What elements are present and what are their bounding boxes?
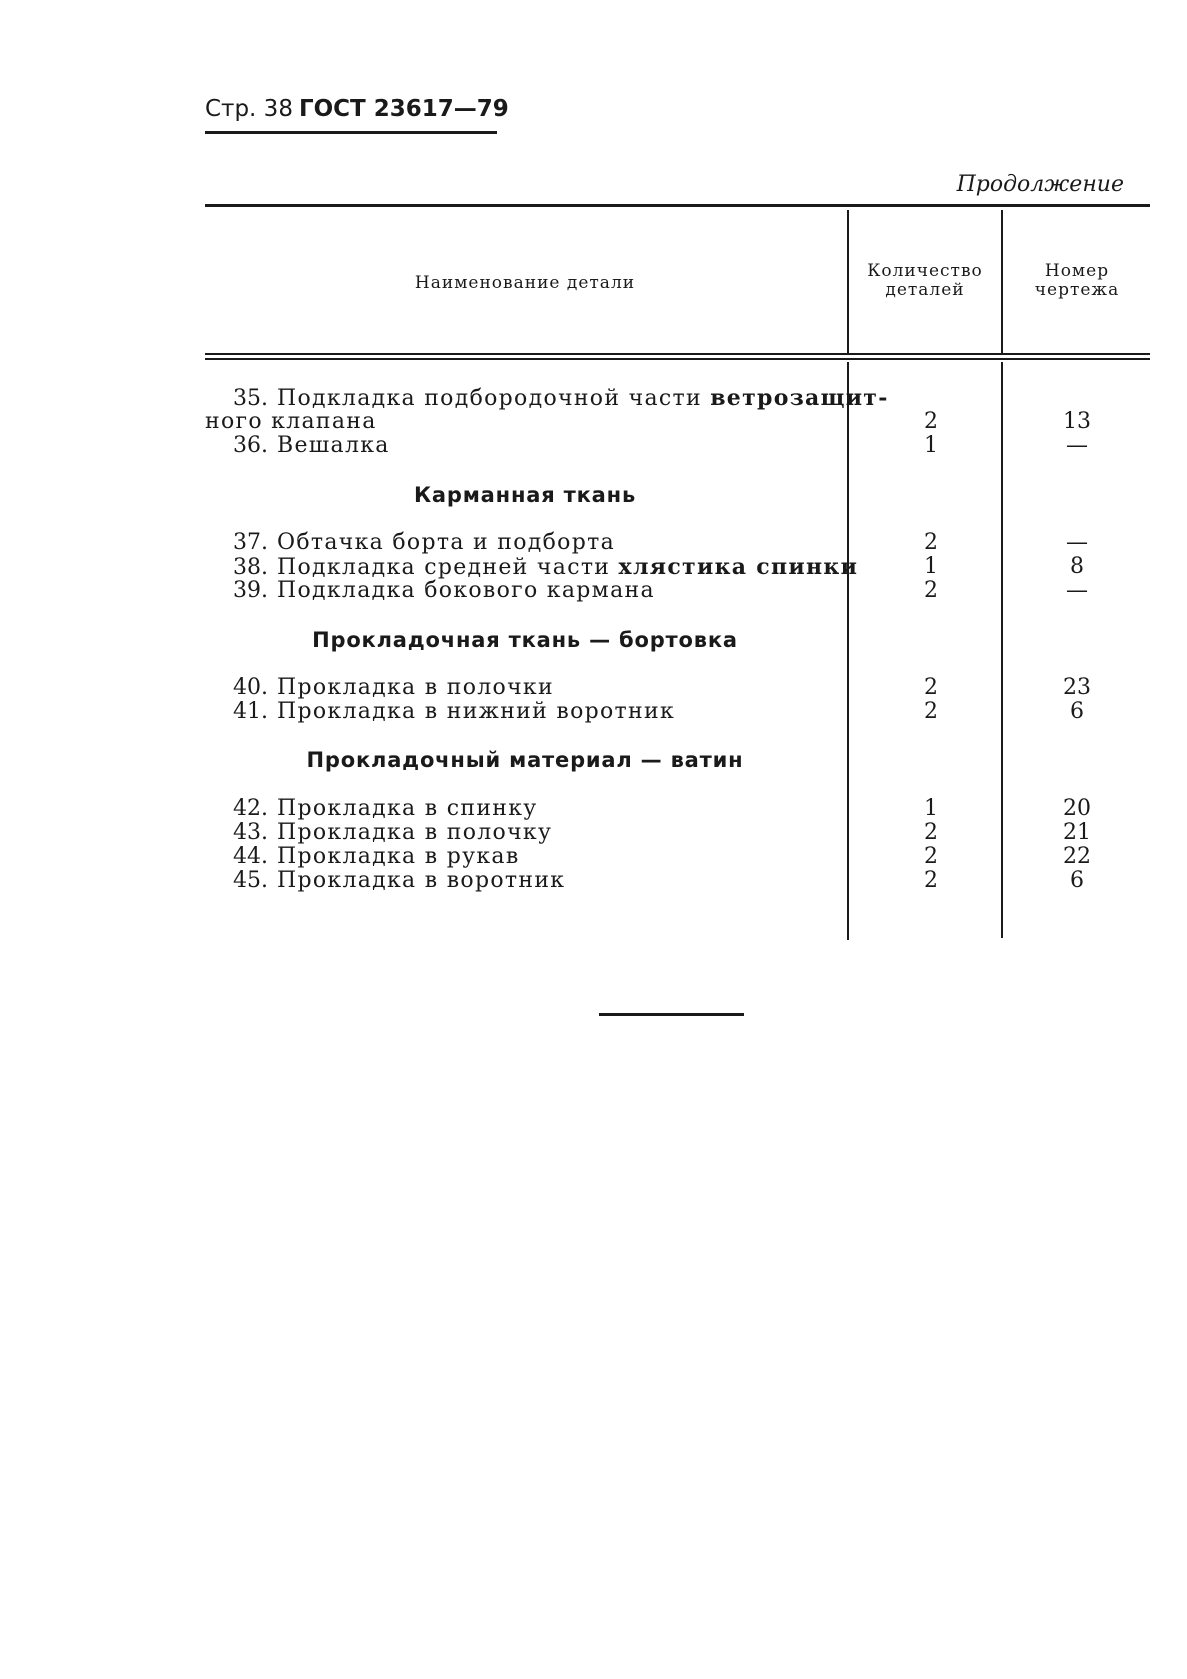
table-row: 39. Подкладка бокового кармана: [233, 578, 655, 603]
quantity-cell: 2: [924, 409, 938, 434]
table-top-rule: [205, 204, 1150, 207]
quantity-cell: 2: [924, 675, 938, 700]
quantity-cell: 1: [924, 554, 938, 579]
header-double-rule: [205, 353, 1150, 355]
column-divider: [1001, 210, 1003, 353]
column-divider: [847, 210, 849, 353]
header-underline: [205, 131, 497, 134]
drawing-cell: 21: [1063, 820, 1091, 845]
quantity-cell: 1: [924, 433, 938, 458]
table-row: 40. Прокладка в полочки: [233, 675, 554, 700]
quantity-cell: 2: [924, 578, 938, 603]
table-row: 42. Прокладка в спинку: [233, 796, 538, 821]
header-double-rule: [205, 358, 1150, 360]
section-heading: Прокладочный материал — ватин: [306, 748, 744, 772]
table-row-continuation: ного клапана: [205, 409, 377, 434]
quantity-cell: 2: [924, 844, 938, 869]
table-row: 35. Подкладка подбородочной части ветрозащит-: [233, 385, 889, 411]
standard-id: ГОСТ 23617—79: [298, 96, 509, 122]
column-divider: [847, 362, 849, 940]
column-header-name: Наименование детали: [414, 273, 636, 293]
drawing-cell: 13: [1063, 409, 1091, 434]
drawing-cell: 22: [1063, 844, 1091, 869]
drawing-cell: 6: [1070, 699, 1084, 724]
drawing-cell: 8: [1070, 554, 1084, 579]
table-row: 37. Обтачка борта и подборта: [233, 530, 615, 555]
table-row: 36. Вешалка: [233, 433, 390, 458]
end-of-table-rule: [599, 1013, 744, 1016]
quantity-cell: 2: [924, 868, 938, 893]
quantity-cell: 2: [924, 530, 938, 555]
page-header-text: [205, 96, 509, 122]
column-header-drawing: Номер чертежа: [1034, 261, 1120, 300]
drawing-cell: 23: [1063, 675, 1091, 700]
drawing-cell: —: [1066, 433, 1088, 458]
column-header-quantity: Количество деталей: [867, 261, 983, 300]
quantity-cell: 2: [924, 820, 938, 845]
drawing-cell: —: [1066, 530, 1088, 555]
table-row: 38. Подкладка средней части хлястика спинки: [233, 554, 859, 580]
continuation-label: Продолжение: [956, 172, 1124, 197]
table-row: 43. Прокладка в полочку: [233, 820, 553, 845]
drawing-cell: 6: [1070, 868, 1084, 893]
table-row: 45. Прокладка в воротник: [233, 868, 566, 893]
drawing-cell: —: [1066, 578, 1088, 603]
section-heading: Карманная ткань: [413, 483, 637, 507]
page-number: Стр. 38: [205, 96, 293, 122]
drawing-cell: 20: [1063, 796, 1091, 821]
section-heading: Прокладочная ткань — бортовка: [312, 628, 738, 652]
table-row: 44. Прокладка в рукав: [233, 844, 520, 869]
quantity-cell: 2: [924, 699, 938, 724]
table-row: 41. Прокладка в нижний воротник: [233, 699, 675, 724]
quantity-cell: 1: [924, 796, 938, 821]
